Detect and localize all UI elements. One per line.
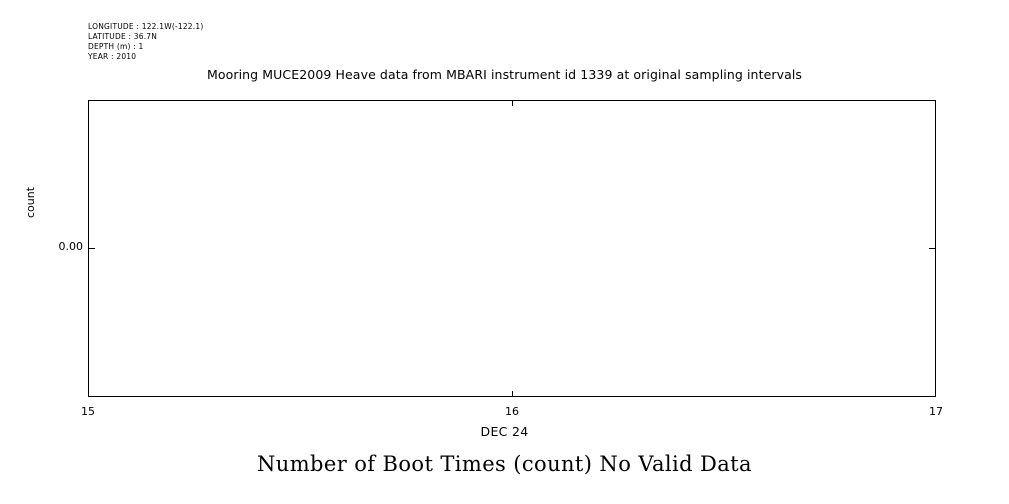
- metadata-year: YEAR : 2010: [88, 52, 137, 61]
- chart-title: Mooring MUCE2009 Heave data from MBARI instrument id 1339 at original sampling intervals: [206, 67, 803, 82]
- metadata-depth: DEPTH (m) : 1: [88, 42, 144, 51]
- metadata-latitude: LATITUDE : 36.7N: [88, 32, 158, 41]
- x-tick-label-16: 16: [505, 405, 519, 418]
- y-tick-right-0: [929, 248, 936, 249]
- y-tick-label-0: 0.00: [58, 240, 83, 253]
- plot-area: [88, 100, 936, 397]
- x-tick-label-17: 17: [929, 405, 943, 418]
- metadata-longitude: LONGITUDE : 122.1W(-122.1): [88, 22, 204, 31]
- chart-caption: Number of Boot Times (count) No Valid Data: [257, 452, 752, 476]
- metadata-block: [88, 22, 203, 62]
- x-tick-label-15: 15: [81, 405, 95, 418]
- x-tick-bottom-16: [512, 391, 513, 397]
- y-axis-label: count: [24, 186, 37, 218]
- y-tick-left-0: [88, 248, 95, 249]
- x-tick-top-16: [512, 100, 513, 106]
- x-axis-label: DEC 24: [480, 424, 529, 439]
